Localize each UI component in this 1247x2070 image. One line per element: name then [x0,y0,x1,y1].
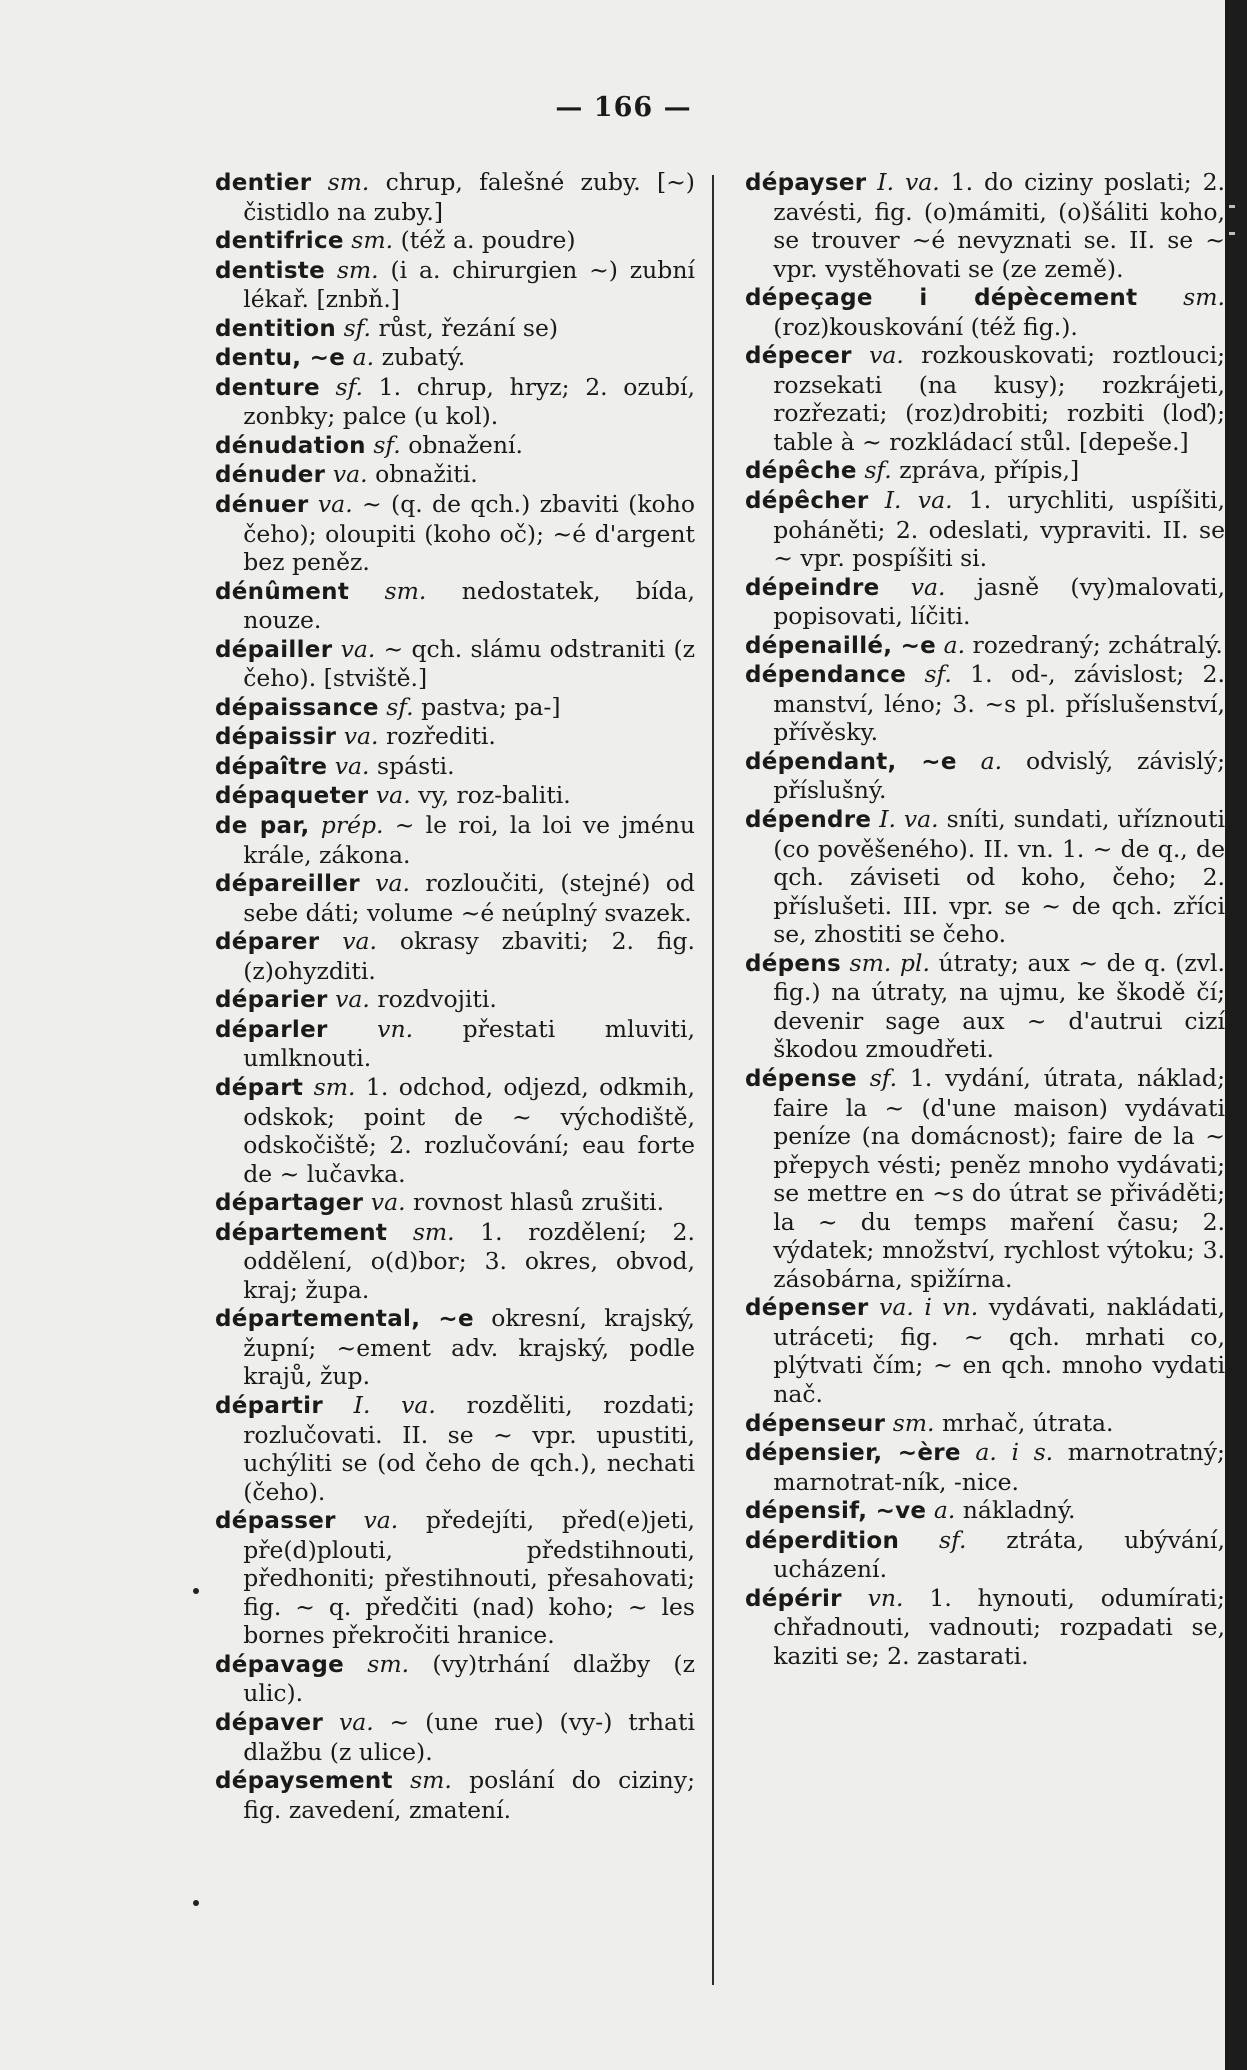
dictionary-entry [745,1526,1225,1584]
grammar-label: va. [375,869,410,898]
headword: dépense [745,1065,857,1092]
dictionary-entry [215,1766,695,1824]
dictionary-entry [215,1391,695,1506]
grammar-label: vn. [377,1014,414,1043]
headword: dépailler [215,636,333,663]
definition: obnažiti. [375,460,478,489]
definition: rovnost hlasů zrušiti. [413,1188,665,1217]
dictionary-entry [745,283,1225,341]
dictionary-entry [215,1304,695,1391]
headword: dénuder [215,462,326,489]
dictionary-entry [745,1438,1225,1496]
dictionary-entry [215,577,695,635]
definition: 1. hynouti, odumírati; chřadnouti, vadnouti; rozpadati se, kaziti se; 2. zastarati. [773,1583,1225,1670]
headword: dépecer [745,343,852,370]
grammar-label: a. i s. [975,1438,1054,1467]
headword: dépenser [745,1295,869,1322]
grammar-label: va. [363,1506,399,1535]
definition: 1. do ciziny poslati; 2. zavésti, fig. (o)mámiti, (o)šáliti koho, se trouver ~é nevyznati se. II. se ~ vpr. vystěhovati se (ze země). [773,168,1225,283]
headword: dépeindre [745,574,880,601]
grammar-label: sf. [335,372,363,401]
definition: vydávati, nakládati, utráceti; fig. ~ qch. mrhati co, plýtvati čím; ~ en qch. mnoho vydati nač. [773,1293,1225,1408]
grammar-label: sm. [384,576,427,605]
definition: nákladný. [962,1496,1076,1525]
grammar-label: I. va. [884,486,953,515]
definition: rozkouskovati; roztlouci; rozsekati (na kusy); rozkrájeti, rozřezati; (roz)drobiti; rozbiti (loď); table à ~ rozkládací stůl. [depeše.] [773,341,1225,456]
headword: denture [215,374,320,401]
grammar-label: sf. [939,1525,967,1554]
grammar-label: va. [334,751,370,780]
headword: dentition [215,315,337,342]
definition: sníti, sundati, uříznouti (co pověšeného). II. vn. 1. ~ de q., de qch. záviseti od koho, čeho; 2. příslušeti. III. vpr. se ~ de qch. zříci se, zhostiti se čeho. [773,805,1225,949]
definition: 1. chrup, hryz; 2. ozubí, zonbky; palce (u kol). [243,372,695,431]
dictionary-entry [745,456,1225,486]
grammar-label: va. [317,490,353,519]
headword: dépendre [745,807,872,834]
grammar-label: I. va. [879,805,939,834]
definition: okrasy zbaviti; 2. fig. (z)ohyzditi. [243,927,695,985]
definition: 1. vydání, útrata, náklad; faire la ~ (d'une maison) vydávati peníze (na domácnost); faire de la ~ přepych vésti; peněz mnoho vydávati; se mettre en ~s do útrat se přiváděti; la ~ du temps maření času; 2. výdatek; množství, rychlost výtoku; 3. zásobárna, spižírna. [773,1063,1225,1293]
dictionary-entry [745,1064,1225,1293]
dictionary-entry [745,573,1225,631]
definition: útraty; aux ~ de q. (zvl. fig.) na útraty, na ujmu, ke škodě čí; devenir sage aux ~ d'autrui cizí škodou zmoudřeti. [773,948,1225,1064]
page-number: — 166 — [555,92,692,123]
headword: dentiste [215,257,325,284]
headword: dépérir [745,1585,842,1612]
definition: spásti. [377,751,455,780]
grammar-label: I. va. [353,1390,436,1419]
headword: dépareiller [215,871,360,898]
dictionary-entry [215,635,695,693]
dictionary-entry [745,1293,1225,1408]
grammar-label: va. i vn. [879,1293,979,1322]
dictionary-entry [215,722,695,752]
grammar-label: va. [375,781,411,810]
dictionary-entry [215,343,695,373]
dictionary-entry [745,660,1225,747]
edge-mark [1229,205,1235,208]
dictionary-entry [215,1073,695,1188]
grammar-label: a. [352,343,375,372]
grammar-label: sm. [410,1766,452,1795]
grammar-label: sf. [869,1063,898,1092]
grammar-label: a. [943,630,966,659]
headword: dépensier, ~ère [745,1440,961,1467]
headword: dépaver [215,1709,324,1736]
grammar-label: vn. [867,1583,904,1612]
definition: (i a. chirurgien ~) zubní lékař. [znbň.] [243,255,695,314]
stray-mark [193,1900,199,1906]
headword: déparer [215,929,320,956]
definition: rozděliti, rozdati; rozlučovati. II. se ~ vpr. upustiti, uchýliti se (od čeho de qch.), nechati (čeho). [243,1390,695,1506]
dictionary-entry [215,1188,695,1218]
dictionary-entry [215,869,695,927]
grammar-label: sf. [924,660,952,689]
grammar-label: sm. [367,1649,410,1678]
definition: okresní, krajský, župní; ~ement adv. krajský, podle krajů, žup. [243,1304,695,1391]
stray-mark [193,1588,199,1594]
dictionary-entry [215,168,695,226]
grammar-label: va. [370,1188,406,1217]
grammar-label: va. [338,1707,374,1736]
dictionary-entry [215,314,695,344]
dictionary-entry [215,1650,695,1708]
headword: départemental, ~e [215,1306,474,1333]
right-column [745,168,1225,1670]
dictionary-entry [215,226,695,256]
headword: dépaissir [215,724,337,751]
headword: dénûment [215,578,350,605]
headword: dépavage [215,1651,345,1678]
grammar-label: prép. [320,811,384,840]
dictionary-entry [745,805,1225,949]
headword: dépaysement [215,1768,393,1795]
definition: zubatý. [381,343,466,372]
definition: rozřediti. [385,722,496,751]
headword: dépaître [215,753,328,780]
headword: dentu, ~e [215,345,346,372]
headword: déparler [215,1016,328,1043]
headword: départager [215,1190,364,1217]
grammar-label: sm. [1183,283,1225,312]
grammar-label: va. [910,572,946,601]
definition: mrhač, útrata. [942,1408,1114,1437]
headword: de par, [215,813,310,840]
definition: ~ le roi, la loi ve jménu krále, zákona. [243,811,695,869]
grammar-label: va. [869,341,904,370]
column-divider [712,175,714,1985]
headword: dépendant, ~e [745,748,957,775]
dictionary-entry [745,168,1225,283]
headword: déparier [215,987,328,1014]
headword: départ [215,1074,304,1101]
dictionary-entry [215,1015,695,1073]
grammar-label: a. [980,746,1003,775]
definition: 1. urychliti, uspíšiti, poháněti; 2. odeslati, vypraviti. II. se ~ vpr. pospíšiti si. [773,486,1225,573]
dictionary-entry [745,1584,1225,1671]
headword: dépens [745,950,841,977]
dictionary-entry [215,927,695,985]
dictionary-entry [215,431,695,461]
dictionary-entry [215,781,695,811]
headword: dépaqueter [215,783,369,810]
grammar-label: sm. [327,168,370,196]
headword: déperdition [745,1527,900,1554]
dictionary-entry [215,811,695,869]
headword: dépaissance [215,694,379,721]
definition: odvislý, závislý; příslušný. [773,746,1225,805]
definition: růst, řezání se) [378,313,559,342]
headword: dépêche [745,458,857,485]
grammar-label: va. [340,634,376,663]
headword: dépasser [215,1508,336,1535]
headword: dépensif, ~ve [745,1498,927,1525]
dictionary-entry [745,1496,1225,1526]
headword: dénudation [215,432,366,459]
grammar-label: sf. [373,430,401,459]
left-column [215,168,695,1824]
definition: nedostatek, bída, nouze. [243,576,695,635]
definition: 1. od-, závislost; 2. manství, léno; 3. ~s pl. příslušenství, přívěsky. [773,660,1225,747]
headword: dépayser [745,170,867,196]
definition: ~ (une rue) (vy-) trhati dlažbu (z ulice). [243,1707,695,1766]
definition: poslání do ciziny; fig. zavedení, zmatení. [243,1766,695,1824]
grammar-label: sm. [412,1217,455,1246]
grammar-label: sm. [351,226,394,255]
dictionary-entry [215,373,695,431]
dictionary-entry [745,949,1225,1064]
grammar-label: va. [335,985,370,1014]
grammar-label: sf. [864,456,892,485]
headword: département [215,1219,388,1246]
dictionary-entry [745,1409,1225,1439]
definition: zpráva, přípis,] [899,456,1080,485]
dictionary-entry [215,490,695,577]
definition: jasně (vy)malovati, popisovati, líčiti. [773,572,1225,631]
grammar-label: I. va. [877,168,940,196]
definition: obnažení. [408,430,523,459]
definition: 1. rozdělení; 2. oddělení, o(d)bor; 3. okres, obvod, kraj; župa. [243,1217,695,1304]
dictionary-entry [745,341,1225,456]
definition: marnotratný; marnotrat-ník, -nice. [773,1438,1225,1496]
dictionary-entry [215,460,695,490]
headword: dentier [215,170,312,196]
definition: předejíti, před(e)jeti, pře(d)plouti, předstihnouti, předhoniti; přestihnouti, přesahovati; fig. ~ q. předčiti (nad) koho; ~ les bornes překročiti hranice. [243,1506,695,1650]
dictionary-entry [215,752,695,782]
dictionary-entry [215,1708,695,1766]
definition: vy, roz-baliti. [418,781,571,810]
dictionary-entry [745,631,1225,661]
headword: dépenseur [745,1410,886,1437]
scan-edge [1225,0,1247,2070]
dictionary-entry [215,1506,695,1650]
definition: (též a. poudre) [400,226,576,255]
headword: dentifrice [215,228,344,255]
definition: přestati mluviti, umlknouti. [243,1014,695,1073]
dictionary-entry [745,486,1225,573]
edge-mark [1229,232,1235,235]
grammar-label: sm. [313,1072,356,1101]
definition: rozdvojiti. [377,985,497,1014]
definition: ztráta, ubývání, ucházení. [773,1525,1225,1584]
headword: dépenaillé, ~e [745,632,937,659]
headword: dénuer [215,492,309,519]
definition: ~ qch. slámu odstraniti (z čeho). [stviště.] [243,634,695,693]
headword: dépeçage i dépècement [745,285,1138,312]
grammar-label: sm. [336,255,379,284]
grammar-label: a. [933,1496,956,1525]
definition: pastva; pa-] [421,692,561,721]
headword: dépêcher [745,488,869,515]
grammar-label: va. [342,927,378,956]
definition: (roz)kouskování (též fig.). [773,312,1078,341]
dictionary-entry [215,256,695,314]
grammar-label: sf. [343,313,371,342]
headword: dépendance [745,662,907,689]
grammar-label: va. [343,722,379,751]
definition: ~ (q. de qch.) zbaviti (koho čeho); oloupiti (koho oč); ~é d'argent bez peněz. [243,490,695,577]
dictionary-entry [745,747,1225,805]
grammar-label: sm. [892,1408,935,1437]
grammar-label: sf. [386,692,414,721]
headword: départir [215,1392,324,1419]
definition: rozedraný; zchátralý. [972,630,1223,659]
definition: chrup, falešné zuby. [~) čistidlo na zuby.] [243,168,695,226]
grammar-label: sm. pl. [849,948,930,977]
dictionary-entry [215,1218,695,1305]
definition: 1. odchod, odjezd, odkmih, odskok; point de ~ východiště, odskočiště; 2. rozlučování; eau forte de ~ lučavka. [243,1072,695,1188]
definition: (vy)trhání dlažby (z ulic). [243,1649,695,1708]
definition: rozloučiti, (stejné) od sebe dáti; volume ~é neúplný svazek. [243,869,695,927]
grammar-label: va. [332,460,368,489]
dictionary-entry [215,985,695,1015]
dictionary-entry [215,693,695,723]
